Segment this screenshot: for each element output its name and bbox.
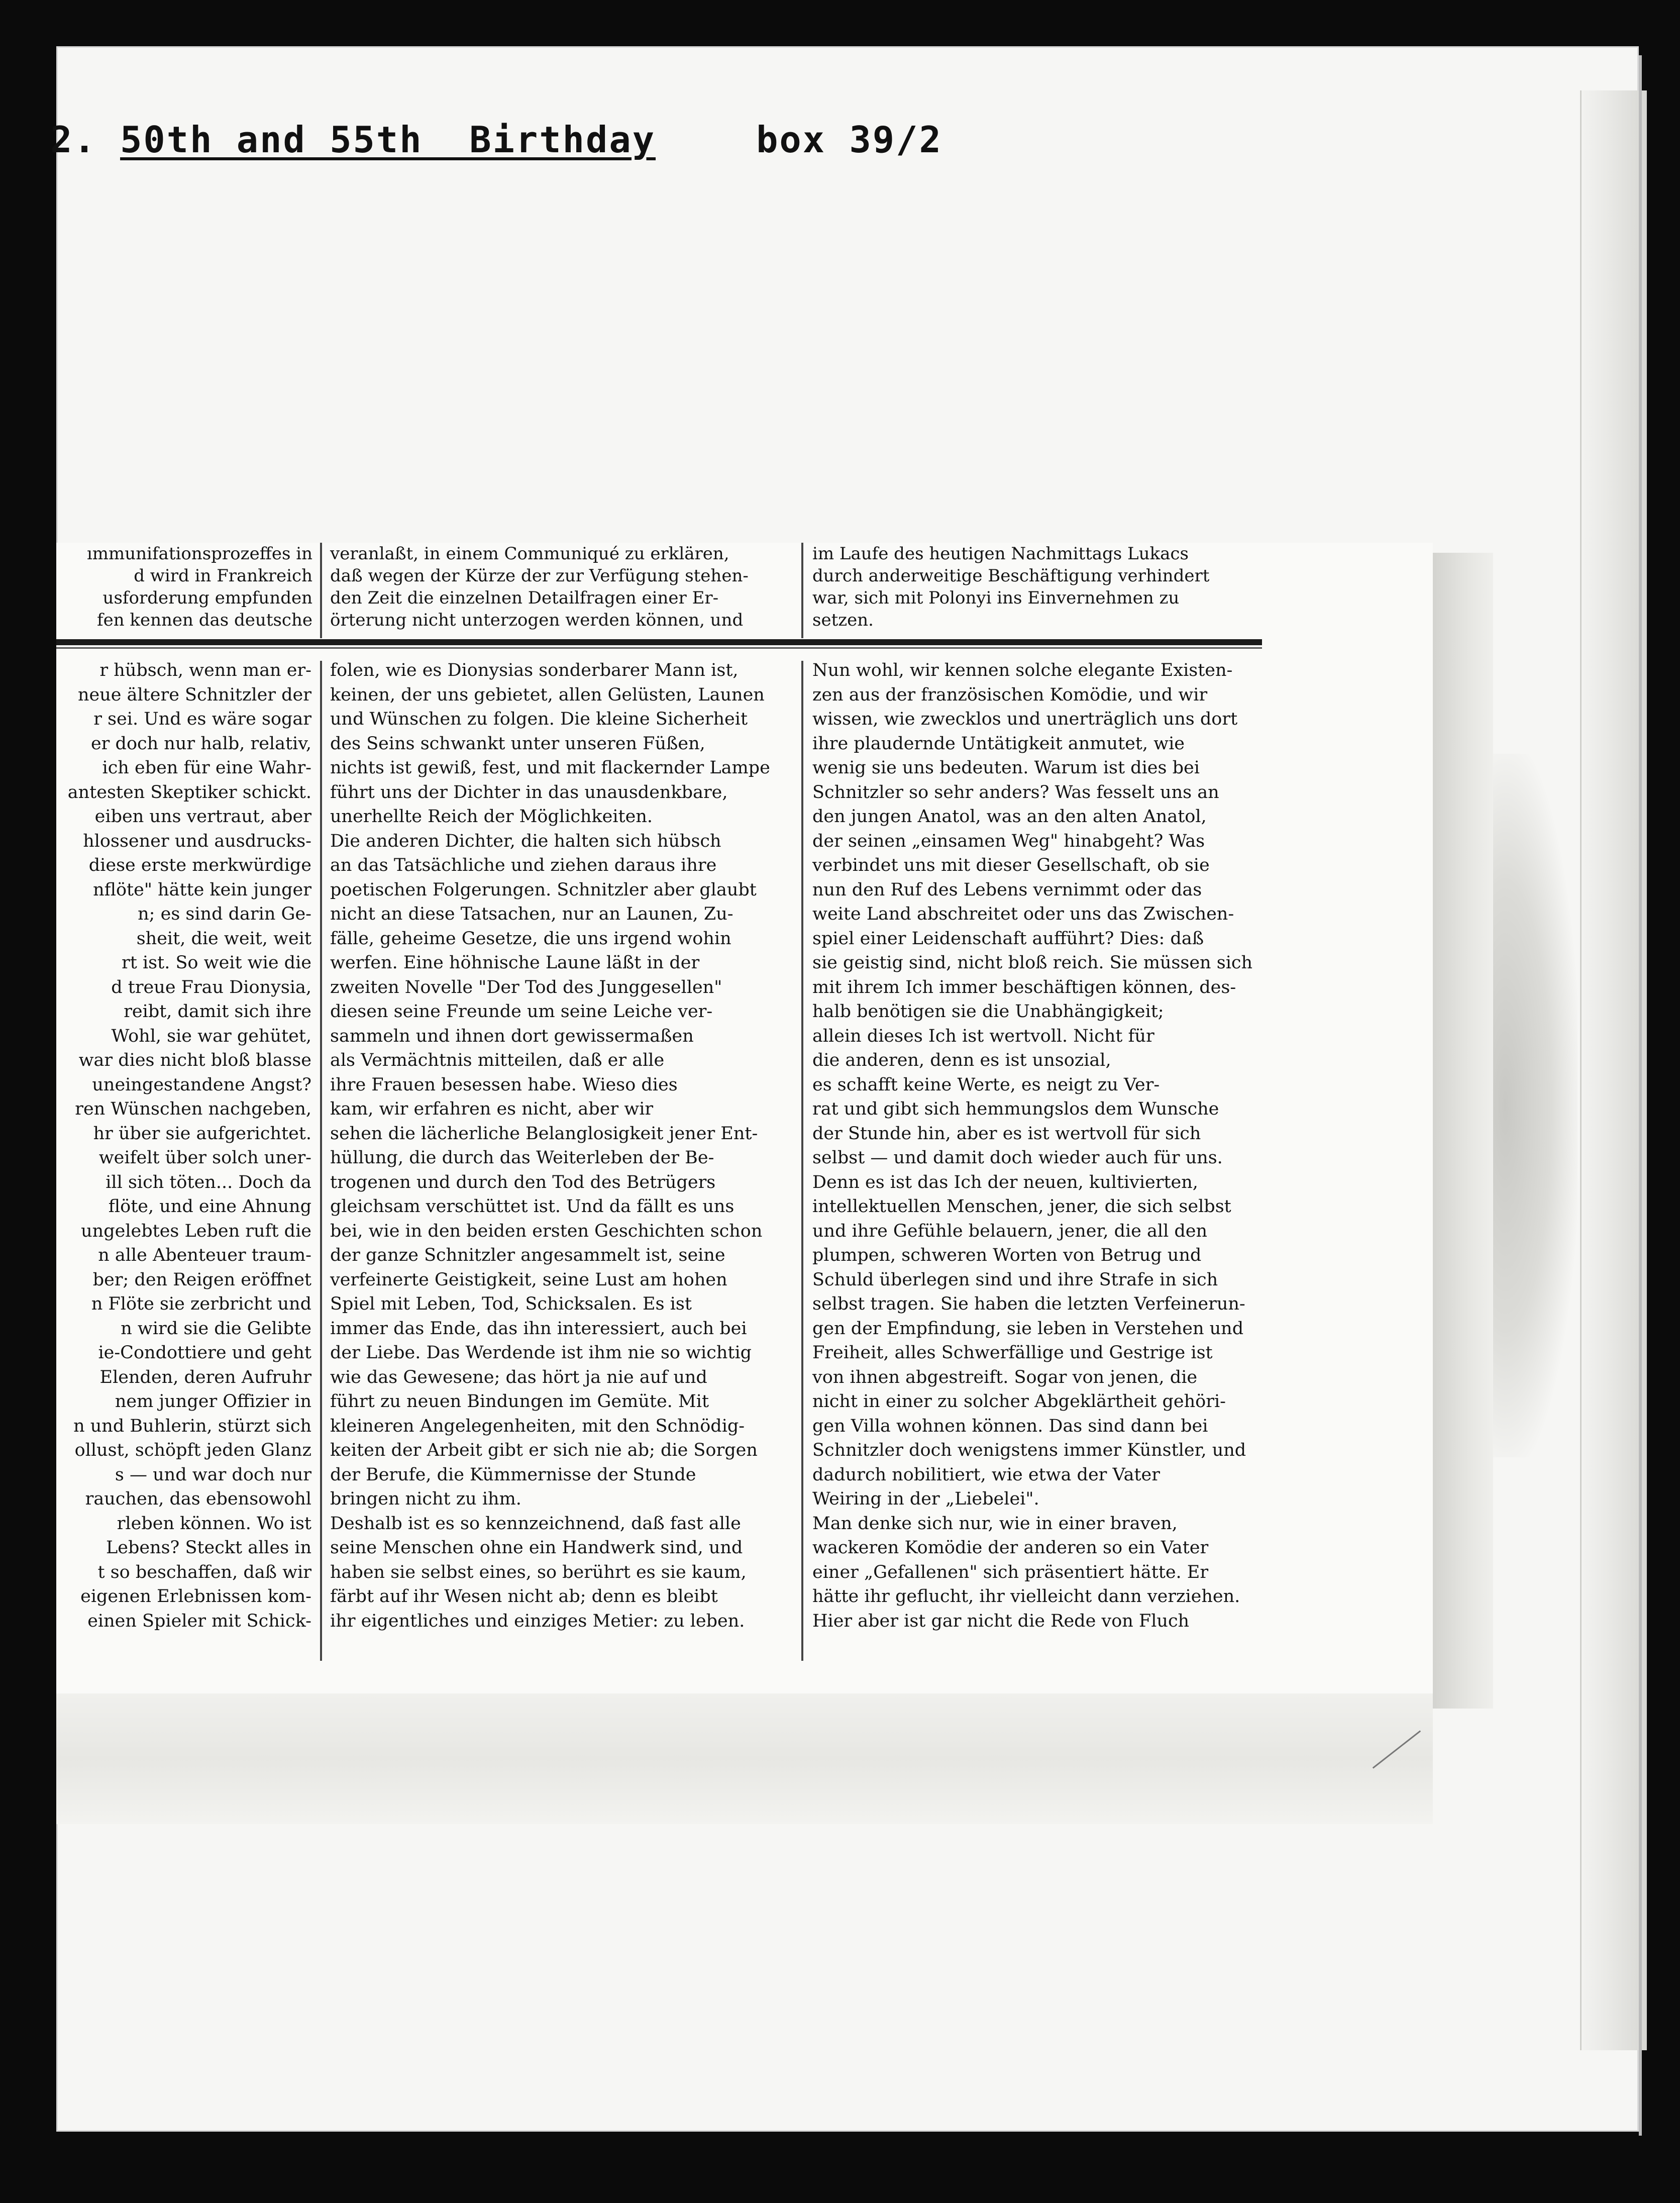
- clipping-top-column-3: im Laufe des heutigen Nachmittags Lukacs durch anderweitige Beschäftigung verhindert war, sich mit Polonyi ins Einvernehmen zu setzen.: [812, 544, 1210, 630]
- column-divider: [320, 661, 322, 1661]
- header-prefix: 2.: [50, 119, 97, 161]
- header-box-number: box 39/2: [756, 119, 942, 161]
- clipping-column-1: r hübsch, wenn man er- neue ältere Schnitzler der r sei. Und es wäre sogar er doch nur halb, relativ, ich eben für eine Wahr- antesten Skeptiker schickt. eiben uns vertraut, aber hlossener und ausdrucks- diese erste merkwürdige nflöte" hätte kein junger n; es sind darin Ge- sheit, die weit, weit rt ist. So weit wie die d treue Frau Dionysia, reibt, damit sich ihre Wohl, sie war gehütet, war dies nicht bloß blasse uneingestandene Angst? ren Wünschen nachgeben, hr über sie aufgerichtet. weifelt über solch uner- ill sich töten... Doch da flöte, und eine Ahnung ungelebtes Leben ruft die n alle Abenteuer traum- ber; den Reigen eröffnet n Flöte sie zerbricht und n wird sie die Gelibte ie-Condottiere und geht Elenden, deren Aufruhr nem junger Offizier in n und Buhlerin, stürzt sich ollust, schöpft jeden Glanz s — und war doch nur rauchen, das ebensowohl rleben können. Wo ist Lebens? Steckt alles in t so beschaffen, daß wir eigenen Erlebnissen kom- einen Spieler mit Schick-: [67, 660, 311, 1631]
- clipping-column-3: Nun wohl, wir kennen solche elegante Existen- zen aus der französischen Komödie, und wir wissen, wie zwecklos und unerträglich uns dort ihre plaudernde Untätigkeit anmutet, wie wenig sie uns bedeuten. Warum ist dies bei Schnitzler so sehr anders? Was fesselt uns an den jungen Anatol, was an den alten Anatol, der seinen „einsamen Weg" hinabgeht? Was verbindet uns mit dieser Gesellschaft, ob sie nun den Ruf des Lebens vernimmt oder das weite Land abschreitet oder uns das Zwischen- spiel einer Leidenschaft aufführt? Dies: daß sie geistig sind, nicht bloß reich. Sie müssen sich mit ihrem Ich immer beschäftigen können, des- halb benötigen sie die Unabhängigkeit; allein dieses Ich ist wertvoll. Nicht für die anderen, denn es ist unsozial, es schafft keine Werte, es neigt zu Ver- rat und gibt sich hemmungslos dem Wunsche der Stunde hin, aber es ist wertvoll für sich selbst — und damit doch wieder auch für uns. Denn es ist das Ich der neuen, kultivierten, intellektuellen Menschen, jener, die sich selbst und ihre Gefühle belauern, jener, die all den plumpen, schweren Worten von Betrug und Schuld überlegen sind und ihre Strafe in sich selbst tragen. Sie haben die letzten Verfeinerun- gen der Empfindung, sie leben in Verstehen und Freiheit, alles Schwerfällige und Gestrige ist von ihnen abgestreift. Sogar von jenen, die nicht in einer zu solcher Abgeklärtheit gehöri- gen Villa wohnen können. Das sind dann bei Schnitzler doch wenigstens immer Künstler, und dadurch nobilitiert, wie etwa der Vater Weiring in der „Liebelei". Man denke sich nur, wie in einer braven, wackeren Komödie der anderen so ein Vater einer „Gefallenen" sich präsentiert hätte. Er hätte ihr geflucht, ihr vielleicht dann verziehen. Hier aber ist gar nicht die Rede von Fluch: [812, 660, 1253, 1631]
- column-divider: [801, 661, 803, 1661]
- section-rule-thin: [56, 647, 1262, 649]
- archive-header: [50, 119, 942, 161]
- newspaper-clipping: [56, 543, 1433, 1693]
- clipping-top-column-1: ımmunifationsprozeffes in d wird in Frankreich usforderung empfunden fen kennen das deutsche: [86, 544, 312, 630]
- clipping-top-column-2: veranlaßt, in einem Communiqué zu erklären, daß wegen der Kürze der zur Verfügung stehen- den Zeit die einzelnen Detailfragen einer Er- örterung nicht unterzogen werden können, und: [330, 544, 749, 630]
- folder-right-border: [1639, 55, 1642, 2136]
- column-divider: [320, 543, 322, 638]
- clipping-shadow-bottom: [56, 1693, 1433, 1824]
- header-title: 50th and 55th Birthday: [120, 119, 656, 161]
- clipping-shadow-right: [1433, 553, 1493, 1709]
- column-divider: [801, 543, 803, 638]
- section-rule-thick: [56, 639, 1262, 645]
- folder-sheet-edge: [1580, 90, 1647, 2050]
- clipping-column-2: folen, wie es Dionysias sonderbarer Mann ist, keinen, der uns gebietet, allen Gelüsten, Launen und Wünschen zu folgen. Die kleine Sicherheit des Seins schwankt unter unseren Füßen, nichts ist gewiß, fest, und mit flackernder Lampe führt uns der Dichter in das unausdenkbare, unerhellte Reich der Möglichkeiten. Die anderen Dichter, die halten sich hübsch an das Tatsächliche und ziehen daraus ihre poetischen Folgerungen. Schnitzler aber glaubt nicht an diese Tatsachen, nur an Launen, Zu- fälle, geheime Gesetze, die uns irgend wohin werfen. Eine höhnische Laune läßt in der zweiten Novelle "Der Tod des Junggesellen" diesen seine Freunde um seine Leiche ver- sammeln und ihnen dort gewissermaßen als Vermächtnis mitteilen, daß er alle ihre Frauen besessen habe. Wieso dies kam, wir erfahren es nicht, aber wir sehen die lächerliche Belanglosigkeit jener Ent- hüllung, die durch das Weiterleben der Be- trogenen und durch den Tod des Betrügers gleichsam verschüttet ist. Und da fällt es uns bei, wie in den beiden ersten Geschichten schon der ganze Schnitzler angesammelt ist, seine verfeinerte Geistigkeit, seine Lust am hohen Spiel mit Leben, Tod, Schicksalen. Es ist immer das Ende, das ihn interessiert, auch bei der Liebe. Das Werdende ist ihm nie so wichtig wie das Gewesene; das hört ja nie auf und führt zu neuen Bindungen im Gemüte. Mit kleineren Angelegenheiten, mit den Schnödig- keiten der Arbeit gibt er sich nie ab; die Sorgen der Berufe, die Kümmernisse der Stunde bringen nicht zu ihm. Deshalb ist es so kennzeichnend, daß fast alle seine Menschen ohne ein Handwerk sind, und haben sie selbst eines, so berührt es sie kaum, färbt auf ihr Wesen nicht ab; denn es bleibt ihr eigentliches und einziges Metier: zu leben.: [330, 660, 770, 1631]
